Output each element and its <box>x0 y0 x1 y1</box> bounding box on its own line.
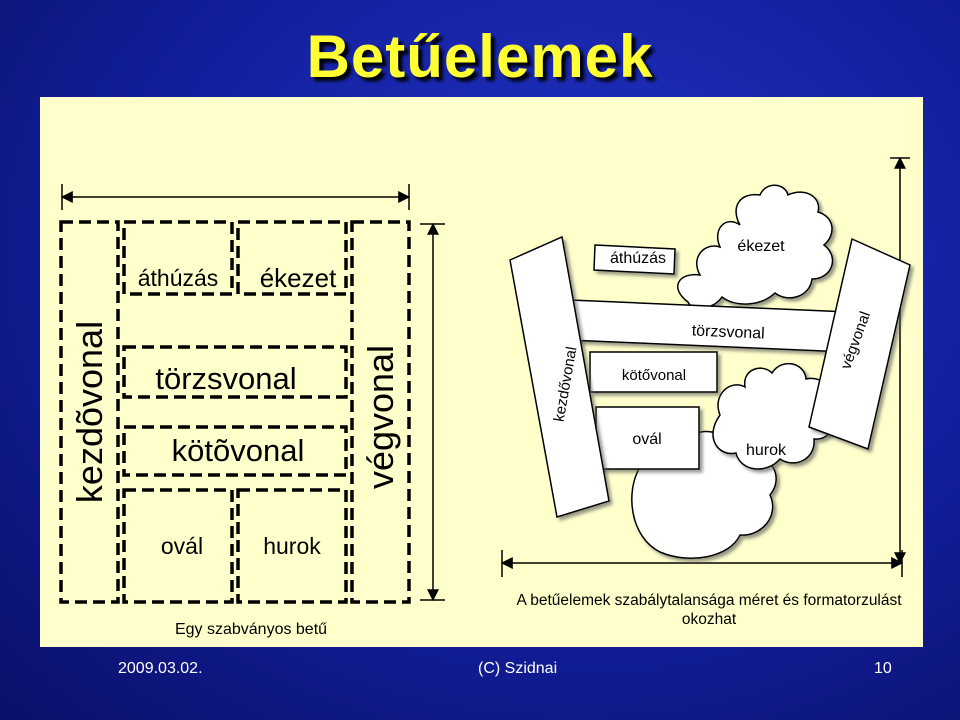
right-kezdovonal-label: kezdővonal <box>550 345 581 424</box>
left-kotovonal-label: kötõvonal <box>171 433 305 468</box>
left-athuzas-label: áthúzás <box>137 265 219 291</box>
height-dimension-arrow <box>420 224 445 600</box>
right-hurok-label: hurok <box>745 442 787 459</box>
footer-page-number: 10 <box>874 660 892 677</box>
left-ekezet-label: ékezet <box>259 263 337 293</box>
right-ekezet-label: ékezet <box>737 238 785 255</box>
left-hurok-label: hurok <box>263 533 321 559</box>
left-torzsvonal-label: törzsvonal <box>155 361 297 396</box>
left-kezdovonal-label: kezdõvonal <box>69 320 110 504</box>
right-caption-line2: okozhat <box>681 611 737 628</box>
right-height-dimension-arrow <box>890 158 910 563</box>
footer-date: 2009.03.02. <box>118 660 203 677</box>
slide-title: Betűelemek <box>306 23 654 90</box>
left-oval-label: ovál <box>160 533 204 559</box>
left-vegvonal-label: végvonal <box>360 344 401 490</box>
footer-author: (C) Szidnai <box>478 660 558 677</box>
right-oval-label: ovál <box>632 431 662 448</box>
right-vegvonal-label: végvonal <box>837 309 875 372</box>
width-dimension-arrow <box>62 184 409 210</box>
right-torzsvonal-label: törzsvonal <box>691 322 765 343</box>
right-kotovonal-label: kötővonal <box>621 367 687 384</box>
left-caption: Egy szabványos betű <box>174 621 328 638</box>
right-caption-line1: A betűelemek szabálytalansága méret és formatorzulást <box>516 592 902 609</box>
letter-elements-diagram <box>40 97 923 647</box>
right-athuzas-label: áthúzás <box>609 250 667 267</box>
